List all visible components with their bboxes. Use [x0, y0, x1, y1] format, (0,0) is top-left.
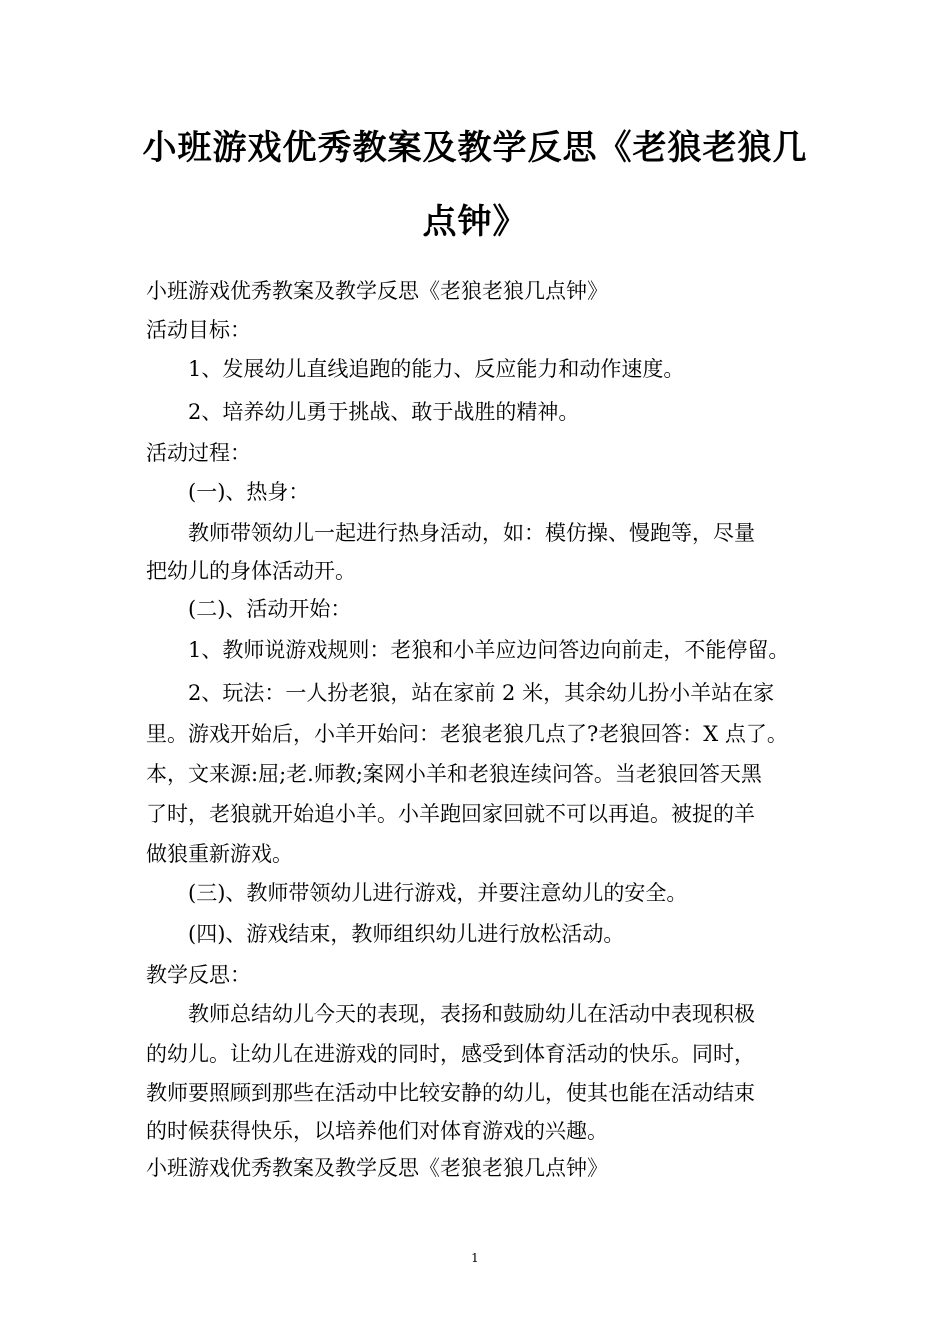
intro-heading: 小班游戏优秀教案及教学反思《老狼老狼几点钟》: [146, 279, 608, 303]
page-number: 1: [471, 1251, 479, 1265]
paragraph-line: 本，文来源:屈;老.师教;案网小羊和老狼连续问答。当老狼回答天黑: [146, 762, 762, 786]
paragraph-line: 教师带领幼儿一起进行热身活动，如：模仿操、慢跑等，尽量: [188, 521, 755, 545]
paragraph-line: 了时，老狼就开始追小羊。小羊跑回家回就不可以再追。被捉的羊: [146, 802, 755, 826]
document-title-line-2: 点钟》: [422, 202, 528, 242]
paragraph-line: 做狼重新游戏。: [146, 842, 293, 866]
paragraph-line: 把幼儿的身体活动开。: [146, 559, 356, 583]
goal-item-1: 1、发展幼儿直线追跑的能力、反应能力和动作速度。: [188, 357, 685, 381]
document-title-line-1: 小班游戏优秀教案及教学反思《老狼老狼几: [142, 128, 808, 168]
paragraph-line: 的幼儿。让幼儿在进游戏的同时，感受到体育活动的快乐。同时，: [146, 1042, 755, 1066]
paragraph-line: 教师要照顾到那些在活动中比较安静的幼儿，使其也能在活动结束: [146, 1081, 755, 1105]
process-step-heading-4: (四)、游戏结束，教师组织幼儿进行放松活动。: [188, 922, 625, 946]
goal-item-2: 2、培养幼儿勇于挑战、敢于战胜的精神。: [188, 400, 580, 424]
section-heading-process: 活动过程：: [146, 441, 251, 465]
process-step-heading-1: (一)、热身：: [188, 480, 310, 504]
process-step-heading-3: (三)、教师带领幼儿进行游戏，并要注意幼儿的安全。: [188, 881, 688, 905]
paragraph-line: 1、教师说游戏规则：老狼和小羊应边问答边向前走，不能停留。: [188, 638, 790, 662]
paragraph-line: 教师总结幼儿今天的表现，表扬和鼓励幼儿在活动中表现积极: [188, 1002, 755, 1026]
paragraph-line: 2、玩法：一人扮老狼，站在家前 2 米，其余幼儿扮小羊站在家: [188, 681, 775, 705]
paragraph-line: 的时候获得快乐，以培养他们对体育游戏的兴趣。: [146, 1119, 608, 1143]
paragraph-line: 里。游戏开始后，小羊开始问：老狼老狼几点了?老狼回答：X 点了。: [146, 722, 788, 746]
section-heading-reflection: 教学反思：: [146, 963, 251, 987]
closing-line: 小班游戏优秀教案及教学反思《老狼老狼几点钟》: [146, 1156, 608, 1180]
section-heading-goals: 活动目标：: [146, 318, 251, 342]
process-step-heading-2: (二)、活动开始：: [188, 597, 352, 621]
